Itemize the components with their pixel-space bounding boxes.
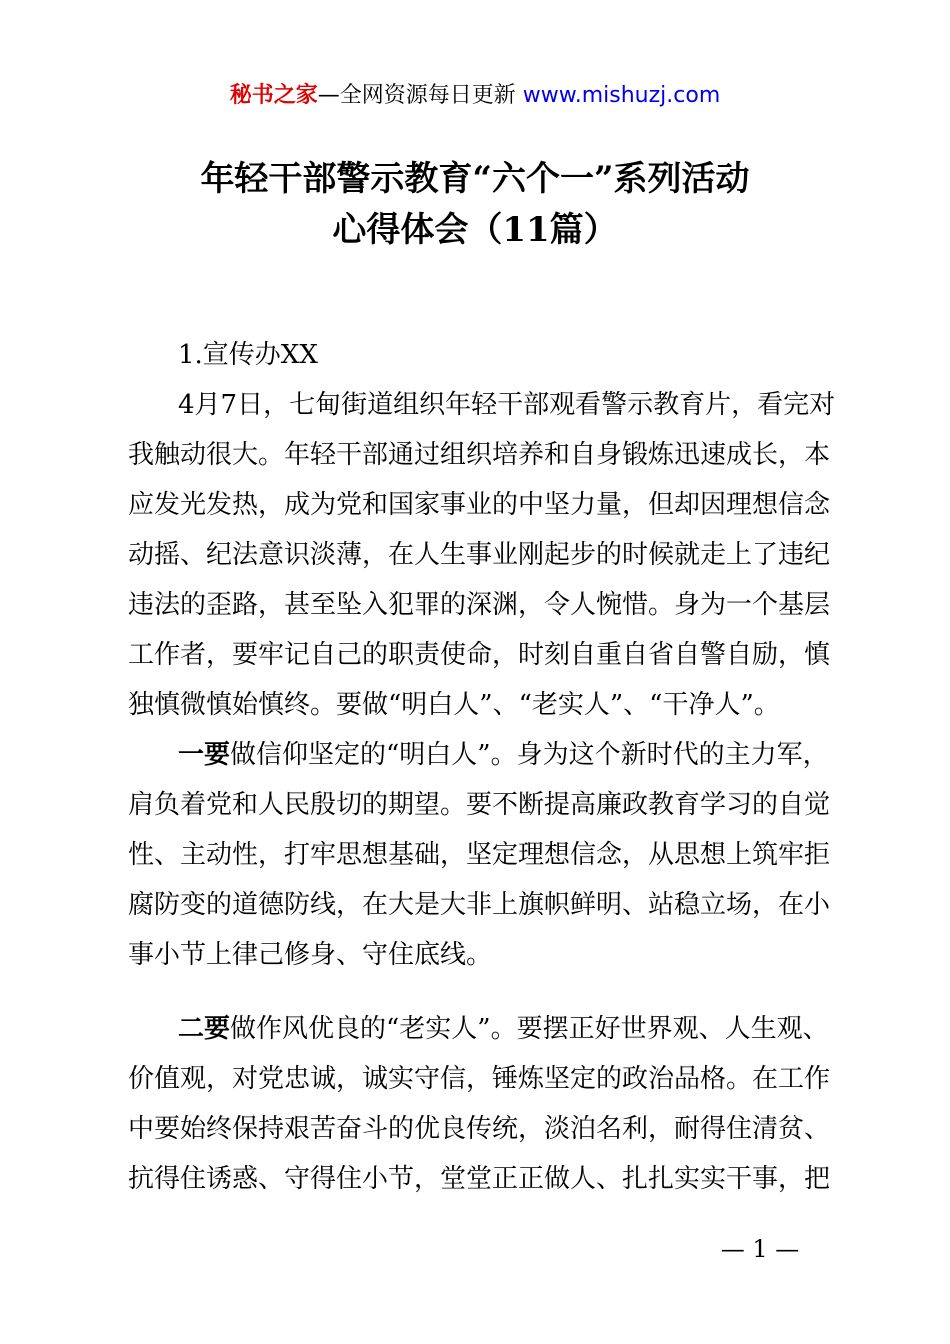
paragraph-2-line-3: 性、主动性，打牢思想基础，坚定理想信念，从思想上筑牢拒 <box>128 840 831 870</box>
document-title-line-1: 年轻干部警示教育“六个一”系列活动 <box>200 159 750 199</box>
paragraph-3-line-1 <box>128 1004 838 1054</box>
document-title-line-2: 心得体会（11篇） <box>332 210 618 250</box>
site-header <box>0 80 950 112</box>
paragraph-3-lead: 二要 <box>178 1014 231 1044</box>
site-slogan: —全网资源每日更新 <box>317 83 516 108</box>
paragraph-1-line-6: 工作者，要牢记自己的职责使命，时刻自重自省自警自励，慎 <box>128 640 831 670</box>
paragraph-3-line-2: 价值观，对党忠诚，诚实守信，锤炼坚定的政治品格。在工作 <box>128 1064 831 1094</box>
site-brand: 秘书之家 <box>229 83 318 108</box>
paragraph-1-line-7: 独慎微慎始慎终。要做“明白人”、“老实人”、“干净人”。 <box>128 690 780 720</box>
page-number: — 1 — <box>720 1235 800 1263</box>
paragraph-2-line-1 <box>128 730 838 780</box>
paragraph-1-line-5: 违法的歪路，甚至坠入犯罪的深渊，令人惋惜。身为一个基层 <box>128 590 831 620</box>
paragraph-3-line-3: 中要始终保持艰苦奋斗的优良传统，淡泊名利，耐得住清贫、 <box>128 1114 831 1144</box>
paragraph-3-first-rest: 做作风优良的“老实人”。要摆正好世界观、人生观、 <box>230 1014 829 1044</box>
paragraph-1-line-1: 4月7日，七甸街道组织年轻干部观看警示教育片，看完对 <box>178 390 836 420</box>
site-url-link[interactable]: www.mishuzj.com <box>522 83 721 108</box>
paragraph-1-line-4: 动摇、纪法意识淡薄，在人生事业刚起步的时候就走上了违纪 <box>128 540 831 570</box>
paragraph-1-line-3: 应发光发热，成为党和国家事业的中坚力量，但却因理想信念 <box>128 490 831 520</box>
section-heading: 1.宣传办XX <box>178 340 318 370</box>
paragraph-2-line-2: 肩负着党和人民殷切的期望。要不断提高廉政教育学习的自觉 <box>128 790 831 820</box>
paragraph-1-line-2: 我触动很大。年轻干部通过组织培养和自身锻炼迅速成长，本 <box>128 440 831 470</box>
paragraph-2-first-rest: 做信仰坚定的“明白人”。身为这个新时代的主力军， <box>230 740 829 770</box>
paragraph-3-line-4: 抗得住诱惑、守得住小节，堂堂正正做人、扎扎实实干事，把 <box>128 1164 831 1194</box>
paragraph-2-line-4: 腐防变的道德防线，在大是大非上旗帜鲜明、站稳立场，在小 <box>128 890 831 920</box>
document-body <box>128 330 838 1204</box>
paragraph-2-lead: 一要 <box>178 740 231 770</box>
paragraph-2-line-5: 事小节上律己修身、守住底线。 <box>128 940 493 970</box>
